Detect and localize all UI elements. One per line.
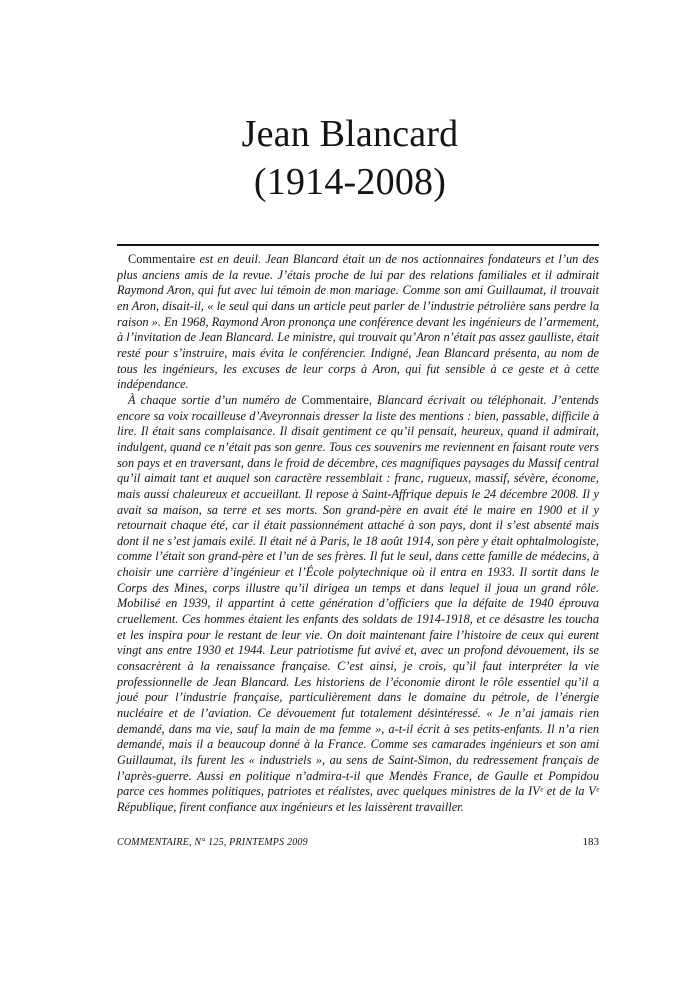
article-title bbox=[0, 110, 700, 206]
title-rule bbox=[117, 244, 599, 246]
paragraph-text: est en deuil. Jean Blancard était un de nos actionnaires fondateurs et l’un des plus anciens amis de la revue. J’étais proche de lui par des relations familiales et il admirait Raymond Aron, qui fut avec lui témoin de mon mariage. Comme son ami Guillaumat, il trouvait en Aron, disait-il, « le seul qui dans un article peut parler de l’industrie pétrolière sans perdre la raison ». En 1968, Raymond Aron prononça une conférence devant les ingénieurs de l’armement, à l’invitation de Jean Blancard. Le ministre, qui trouvait qu’Aron n’était pas assez gaulliste, était resté pour s’instruire, mais évita le conférencier. Indigné, Jean Blancard présenta, au nom de tous les ingénieurs, les excuses de leur corps à Aron, qui fut sensible à ce geste et à cette indépendance. bbox=[117, 252, 599, 392]
journal-name: Commentaire bbox=[128, 252, 196, 266]
body-paragraph bbox=[117, 393, 599, 816]
body-paragraph bbox=[117, 252, 599, 393]
title-name: Jean Blancard bbox=[241, 113, 459, 155]
journal-citation: COMMENTAIRE, N° 125, PRINTEMPS 2009 bbox=[117, 837, 308, 848]
journal-name: Commentaire bbox=[301, 392, 369, 407]
title-dates: (1914-2008) bbox=[253, 161, 447, 203]
article-body bbox=[117, 252, 599, 816]
paragraph-text: , Blancard écrivait ou téléphonait. J’entends encore sa voix rocailleuse d’Aveyronnais dresser la liste des mentions : bien, passable, difficile à lire. Il était sans complaisance. Il disait gentiment ce qu’il pensait, heureux, quand il admirait, indulgent, quand ce n’était pas son genre. Tous ces souvenirs me reviennent en faisant route vers son pays et en traversant, dans le froid de décembre, ces magnifiques paysages du Massif central qu’il aimait tant et auquel son caractère ressemblait : franc, rugueux, massif, sévère, économe, mais aussi chaleureux et accueillant. Il repose à Saint-Affrique depuis le 24 décembre 2008. Il y avait sa maison, sa terre et ses morts. Son grand-père en avait été le maire en 1900 et il y retournait chaque été, car il était passionnément attaché à son pays, dont il s’est absenté mais dont il ne s’est jamais exilé. Il était né à Paris, le 18 août 1914, son père y était ophtalmologiste, comme l’était son grand-père et l’un de ses frères. Il fut le seul, dans cette famille de médecins, à choisir une carrière d’ingénieur et l’École polytechnique où il entra en 1933. Il sortit dans le Corps des Mines, corps illustre qu’il dirigea un temps et dans lequel il joua un grand rôle. Mobilisé en 1939, il appartint à cette génération d’officiers que la défaite de 1940 éprouva cruellement. Ces hommes étaient les enfants des soldats de 1914-1918, et ce désastre les toucha et les inspira pour le restant de leur vie. On doit maintenant faire l’histoire de ceux qui eurent vingt ans entre 1930 et 1944. Leur patriotisme fut avivé et, avec un profond dévouement, ils se consacrèrent à la renaissance française. C’est ainsi, je crois, qu’il faut interpréter la vie professionnelle de Jean Blancard. Les historiens de l’économie diront le rôle essentiel qu’il a joué pour l’industrie française, particulièrement dans le domaine du pétrole, de l’énergie nucléaire et de l’aviation. Ce dévouement fut totalement désintéressé. « Je n’ai jamais rien demandé, dans ma vie, sauf la main de ma femme », a-t-il écrit à ses petits-enfants. Il n’a rien demandé, mais il a beaucoup donné à la France. Comme ses camarades ingénieurs et son ami Guillaumat, ils furent les « industriels », au sens de Saint-Simon, du redressement français de l’après-guerre. Aussi en politique n’admira-t-il que Mendès France, de Gaulle et Pompidou parce ces hommes politiques, patriotes et réalistes, avec quelques ministres de la IVᵉ et de la Vᵉ République, firent confiance aux ingénieurs et les laissèrent travailler. bbox=[117, 392, 599, 814]
paragraph-text: À chaque sortie d’un numéro de bbox=[128, 392, 302, 407]
page-number: 183 bbox=[582, 836, 599, 848]
